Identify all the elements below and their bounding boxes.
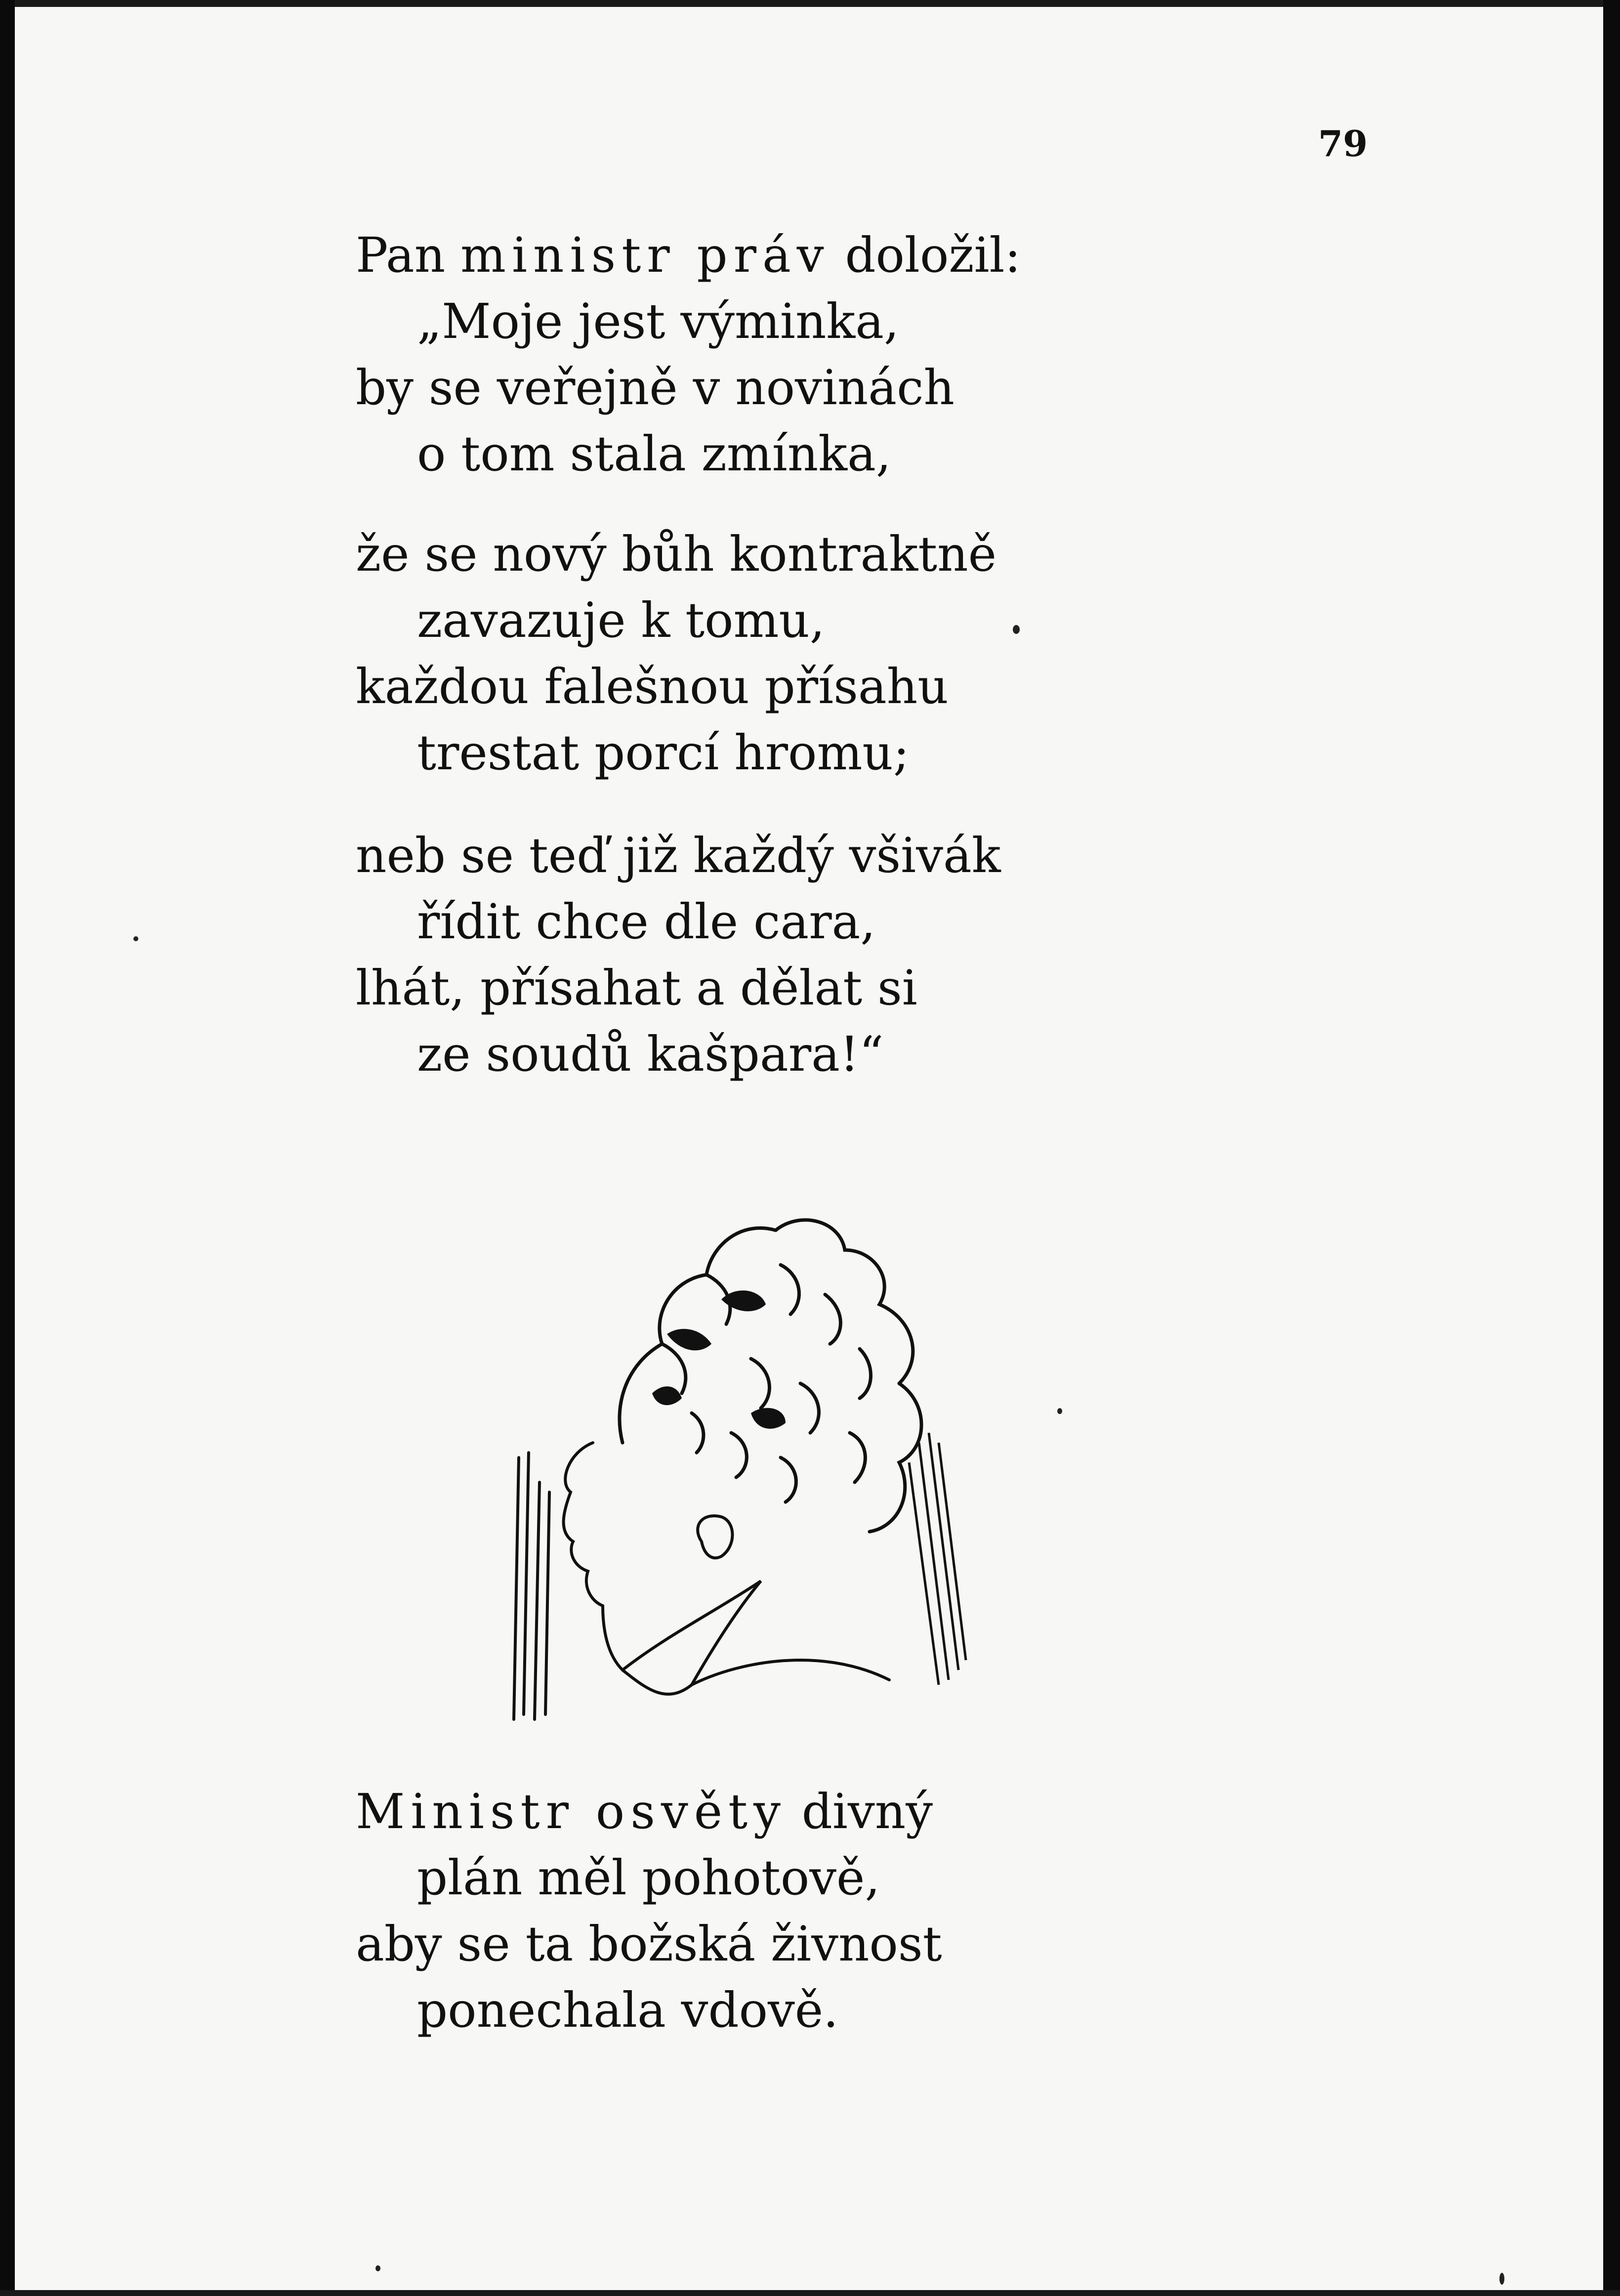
scan-border-bottom: [0, 2290, 1620, 2296]
verse-line: „Moje jest výminka,: [417, 293, 899, 349]
stanza-3: [356, 823, 1001, 1087]
verse-line: zavazuje k tomu,: [417, 592, 825, 648]
scan-speck: [133, 936, 138, 941]
scan-speck: [1013, 625, 1020, 634]
verse-line: lhát, přísahat a dělat si: [356, 960, 917, 1016]
verse-line: trestat porcí hromu;: [417, 725, 910, 781]
scan-speck: [375, 2265, 380, 2271]
verse-line: by se veřejně v novinách: [356, 360, 955, 416]
scan-border-top: [0, 0, 1620, 7]
scan-border-right: [1603, 0, 1620, 2296]
verse-line: plán měl pohotově,: [417, 1850, 880, 1906]
verse-line: řídit chce dle cara,: [417, 894, 876, 950]
verse-line: že se nový bůh kontraktně: [356, 526, 997, 582]
verse-line: neb se teď již každý všivák: [356, 828, 1001, 883]
verse-line: [356, 222, 1021, 289]
page-number: 79: [1318, 123, 1368, 165]
verse-line: o tom stala zmínka,: [417, 426, 891, 482]
verse-line: ze soudů kašpara!“: [417, 1026, 884, 1082]
verse-line: aby se ta božská živnost: [356, 1916, 942, 1972]
verse-line-rest: divný: [786, 1784, 933, 1839]
verse-line: každou falešnou přísahu: [356, 659, 949, 714]
verse-line-lead: Pan: [356, 227, 461, 283]
scan-speck: [1057, 1408, 1062, 1414]
caricature-portrait-icon: [504, 1136, 978, 1759]
verse-line: ponechala vdově.: [417, 1982, 839, 2038]
verse-line: [356, 1779, 942, 1845]
verse-line-rest: doložil:: [830, 227, 1021, 283]
scan-speck: [1499, 2273, 1504, 2285]
scan-border-left: [0, 0, 15, 2296]
stanza-1: [356, 222, 1021, 487]
stanza-4: [356, 1779, 942, 2044]
verse-line-spaced: Ministr osvěty: [356, 1784, 787, 1839]
verse-line-spaced: ministr práv: [460, 227, 830, 283]
stanza-2: [356, 521, 997, 786]
